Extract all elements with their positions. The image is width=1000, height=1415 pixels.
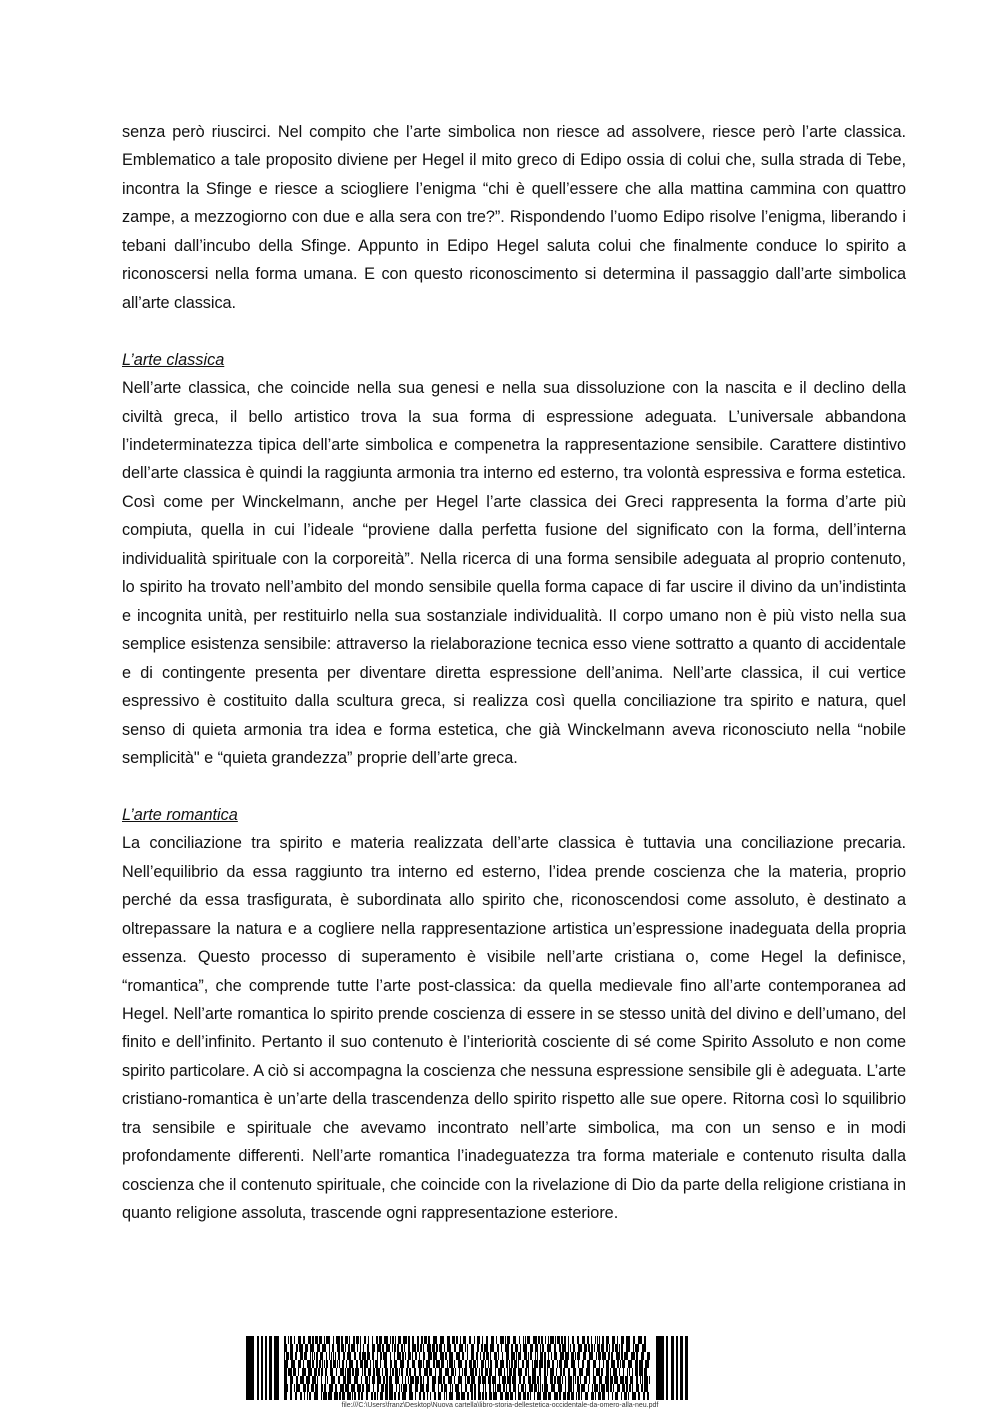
pdf417-barcode bbox=[246, 1336, 688, 1400]
paragraph-romantica: La conciliazione tra spirito e materia realizzata dell’arte classica è tuttavia una conciliazione precaria. Nell’equilibrio da essa raggiunto tra interno ed esterno, l’idea prende coscienza che la materia, proprio perché da essa trasfigurata, è subordinata allo spirito che, riconoscendosi come assoluto, è destinato a oltrepassare la natura e a cogliere nella rappresentazione artistica un’espressione inadeguata della propria essenza. Questo processo di superamento è visibile nell’arte cristiana o, come Hegel la definisce, “romantica”, che comprende tutte l’arte post-classica: da quella medievale fino all’arte contemporanea ad Hegel. Nell’arte romantica lo spirito prende coscienza di essere in se stesso unità del divino e dell’umano, del finito e dell’infinito. Pertanto il suo contenuto è l’interiorità cosciente di sé come Spirito Assoluto e non come spirito particolare. A ciò si accompagna la coscienza che nessuna espressione sensibile gli è adeguata. L’arte cristiano-romantica è un’arte della trascendenza dello spirito rispetto alle sue opere. Ritorna così lo squilibrio tra sensibile e spirituale che avevamo incontrato nell’arte simbolica, ma con un senso e in modi profondamente differenti. Nell’arte romantica l’inadeguatezza tra forma materiale e contenuto risulta dalla coscienza che il contenuto spirituale, che coincide con la rivelazione di Dio da parte della religione cristiana in quanto religione assoluta, trascende ogni rappresentazione esteriore. bbox=[122, 834, 906, 1223]
paragraph-simbolica-end: senza però riuscirci. Nel compito che l’arte simbolica non riesce ad assolvere, riesce però l’arte classica. Emblematico a tale proposito diviene per Hegel il mito greco di Edipo ossia di colui che, sulla strada di Tebe, incontra la Sfinge e riesce a sciogliere l’enigma “chi è quell’essere che alla mattina cammina con quattro zampe, a mezzogiorno con due e alla sera con tre?”. Rispondendo l’uomo Edipo risolve l’enigma, liberando i tebani dall’incubo della Sfinge. Appunto in Edipo Hegel saluta colui che finalmente conduce lo spirito a riconoscersi nella forma umana. E con questo riconoscimento si determina il passaggio dall’arte simbolica all’arte classica. bbox=[122, 123, 906, 312]
section-heading-classica: L’arte classica bbox=[122, 350, 225, 369]
barcode-graphic bbox=[246, 1336, 688, 1400]
page-body bbox=[122, 118, 906, 1228]
paragraph-classica: Nell’arte classica, che coincide nella sua genesi e nella sua dissoluzione con la nascita e il declino della civiltà greca, il bello artistico trova la sua forma di espressione adeguata. L’universale abbandona l’indeterminatezza tipica dell’arte simbolica e compenetra la rappresentazione sensibile. Carattere distintivo dell’arte classica è quindi la raggiunta armonia tra interno ed esterno, tra volontà espressiva e forma estetica. Così come per Winckelmann, anche per Hegel l’arte classica dei Greci rappresenta la forma d’arte più compiuta, quella in cui l’ideale “proviene dalla perfetta fusione del significato con la forma, dell’interna individualità spirituale con la corporeità”. Nella ricerca di una forma sensibile adeguata al proprio contenuto, lo spirito ha trovato nell’ambito del mondo sensibile quella forma capace di far uscire il divino da un’indistinta e incognita unità, per restituirlo nella sua sostanziale individualità. Il corpo umano non è più visto nella sua semplice esistenza sensibile: attraverso la rielaborazione tecnica esso viene sottratto a quanto di accidentale e di contingente presenta per diventare diretta espressione dell’anima. Nell’arte classica, il cui vertice espressivo è costituito dalla scultura greca, si realizza così quella conciliazione tra spirito e natura, quel senso di quieta armonia tra idea e forma estetica, che già Winckelmann aveva riconosciuto nella “nobile semplicità" e “quieta grandezza” proprie dell’arte greca. bbox=[122, 379, 906, 767]
section-heading-romantica: L’arte romantica bbox=[122, 805, 238, 824]
file-path-footer: file:///C:\Users\franz\Desktop\Nuova cartella\libro-storia-dellestetica-occidentale-da-omero-alla-neu.pdf bbox=[341, 1402, 659, 1409]
